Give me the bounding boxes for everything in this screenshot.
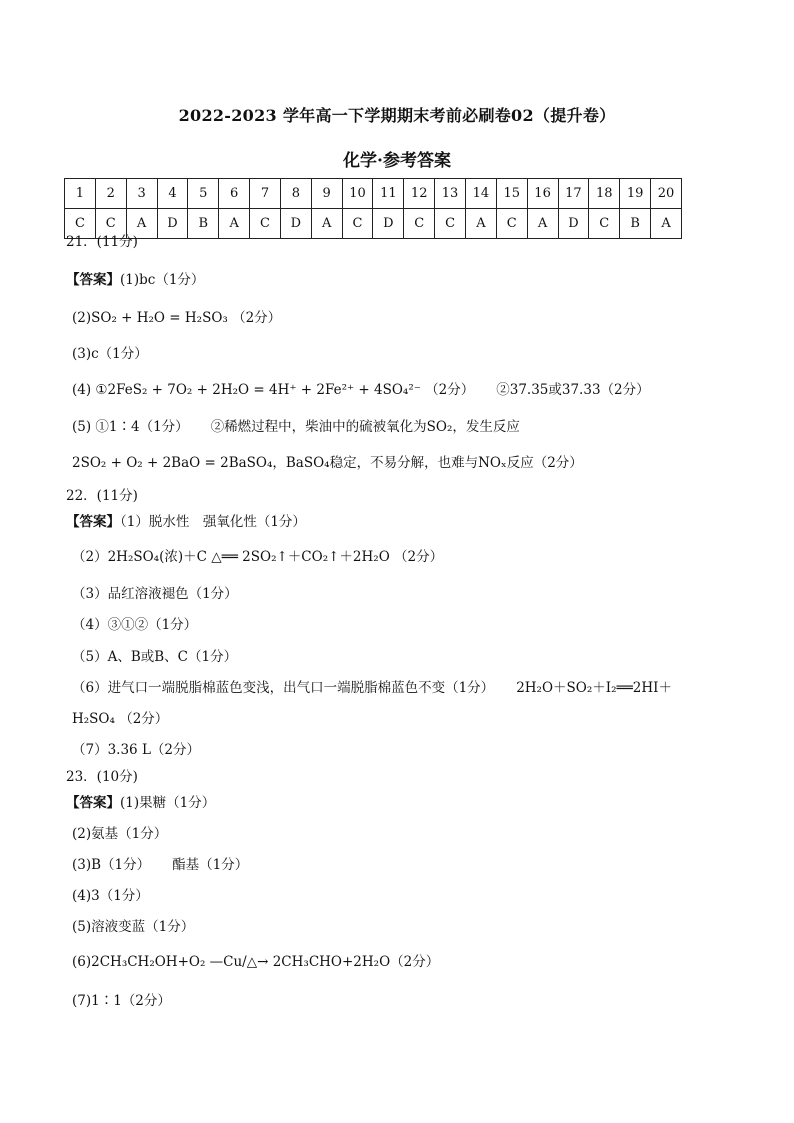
question-number-cell: 2: [95, 179, 126, 209]
q21-part5b: ②稀燃过程中，柴油中的硫被氧化为SO₂，发生反应: [210, 419, 520, 435]
q22-part6: [72, 676, 672, 696]
q23-part3a: (3)B（1分）: [72, 857, 151, 873]
answer-label: 【答案】: [66, 514, 120, 530]
q22-part4: （4）③①②（1分）: [72, 617, 198, 633]
q23-part6: (6)2CH₃CH₂OH+O₂ —Cu/△→ 2CH₃CHO+2H₂O（2分）: [72, 954, 440, 970]
q21-part5: [72, 415, 520, 435]
answer-label: 【答案】: [66, 795, 120, 811]
answer-row: [65, 209, 682, 239]
answer-cell: A: [311, 209, 342, 239]
answer-cell: A: [527, 209, 558, 239]
q21-answer-line: [66, 268, 204, 288]
question-number-cell: 4: [157, 179, 188, 209]
question-number-cell: 5: [188, 179, 219, 209]
q21-part5a: (5) ①1∶4（1分）: [72, 419, 189, 435]
answer-cell: D: [558, 209, 589, 239]
answer-label: 【答案】: [66, 272, 120, 288]
q21-part4a: (4) ①2FeS₂ + 7O₂ + 2H₂O = 4H⁺ + 2Fe²⁺ + 4SO₄²⁻ （2分）: [72, 382, 475, 398]
q21-header: 21．(11分): [66, 234, 138, 250]
question-number-cell: 10: [342, 179, 373, 209]
q23-header: 23．(10分): [66, 769, 138, 785]
question-number-cell: 12: [404, 179, 435, 209]
question-number-row: [65, 179, 682, 209]
q21-part3: (3)c（1分）: [72, 346, 148, 362]
q22-answer-line: [66, 510, 306, 530]
q22-part2: （2）2H₂SO₄(浓)＋C △══ 2SO₂↑＋CO₂↑＋2H₂O （2分）: [72, 549, 444, 565]
question-number-cell: 6: [219, 179, 250, 209]
q21-part2: (2)SO₂ + H₂O = H₂SO₃ （2分）: [72, 310, 282, 326]
q21-part1: (1)bc（1分）: [120, 272, 205, 288]
answer-cell: C: [250, 209, 281, 239]
question-number-cell: 14: [465, 179, 496, 209]
answer-cell: C: [589, 209, 620, 239]
answer-cell: C: [496, 209, 527, 239]
q21-part4: [72, 378, 650, 398]
question-number-cell: 8: [280, 179, 311, 209]
q22-part7: （7）3.36 L（2分）: [72, 742, 200, 758]
question-number-cell: 17: [558, 179, 589, 209]
q23-part4: (4)3（1分）: [72, 888, 149, 904]
answer-table: [64, 178, 682, 239]
answer-cell: C: [342, 209, 373, 239]
q22-header: 22．(11分): [66, 488, 138, 504]
question-number-cell: 7: [250, 179, 281, 209]
q22-part6c: H₂SO₄ （2分）: [72, 711, 169, 727]
q23-answer-line: [66, 791, 215, 811]
question-number-cell: 18: [589, 179, 620, 209]
question-number-cell: 9: [311, 179, 342, 209]
q21-part4b: ②37.35或37.33（2分）: [496, 382, 650, 398]
answer-cell: A: [651, 209, 682, 239]
answer-cell: A: [126, 209, 157, 239]
question-number-cell: 20: [651, 179, 682, 209]
answer-cell: C: [435, 209, 466, 239]
q22-part1: （1）脱水性 强氧化性（1分）: [120, 514, 306, 530]
answer-cell: D: [280, 209, 311, 239]
q21-part5c: 2SO₂ + O₂ + 2BaO = 2BaSO₄，BaSO₄稳定，不易分解，也难与NOₓ反应（2分）: [72, 455, 583, 471]
q23-part7: (7)1∶1（2分）: [72, 993, 171, 1009]
answer-cell: A: [465, 209, 496, 239]
page-subtitle: 化学·参考答案: [343, 151, 451, 171]
q22-part3: （3）品红溶液褪色（1分）: [72, 586, 238, 602]
question-number-cell: 15: [496, 179, 527, 209]
answer-cell: C: [65, 209, 96, 239]
q22-part6b: 2H₂O＋SO₂＋I₂══2HI＋: [516, 680, 672, 696]
question-number-cell: 13: [435, 179, 466, 209]
answer-cell: D: [157, 209, 188, 239]
question-number-cell: 19: [620, 179, 651, 209]
answer-cell: B: [188, 209, 219, 239]
question-number-cell: 16: [527, 179, 558, 209]
q23-part5: (5)溶液变蓝（1分）: [72, 919, 195, 935]
q23-part2: (2)氨基（1分）: [72, 826, 168, 842]
q22-part5: （5）A、B或B、C（1分）: [72, 649, 238, 665]
page-title: 2022-2023 学年高一下学期期末考前必刷卷02（提升卷）: [178, 106, 616, 125]
q23-part1: (1)果糖（1分）: [120, 795, 216, 811]
q23-part3: [72, 853, 248, 873]
q23-part3b: 酯基（1分）: [172, 857, 249, 873]
question-number-cell: 11: [373, 179, 404, 209]
answer-cell: D: [373, 209, 404, 239]
question-number-cell: 3: [126, 179, 157, 209]
answer-cell: A: [219, 209, 250, 239]
answer-cell: C: [404, 209, 435, 239]
question-number-cell: 1: [65, 179, 96, 209]
answer-cell: B: [620, 209, 651, 239]
q22-part6a: （6）进气口一端脱脂棉蓝色变浅，出气口一端脱脂棉蓝色不变（1分）: [72, 680, 495, 696]
answer-cell: C: [95, 209, 126, 239]
